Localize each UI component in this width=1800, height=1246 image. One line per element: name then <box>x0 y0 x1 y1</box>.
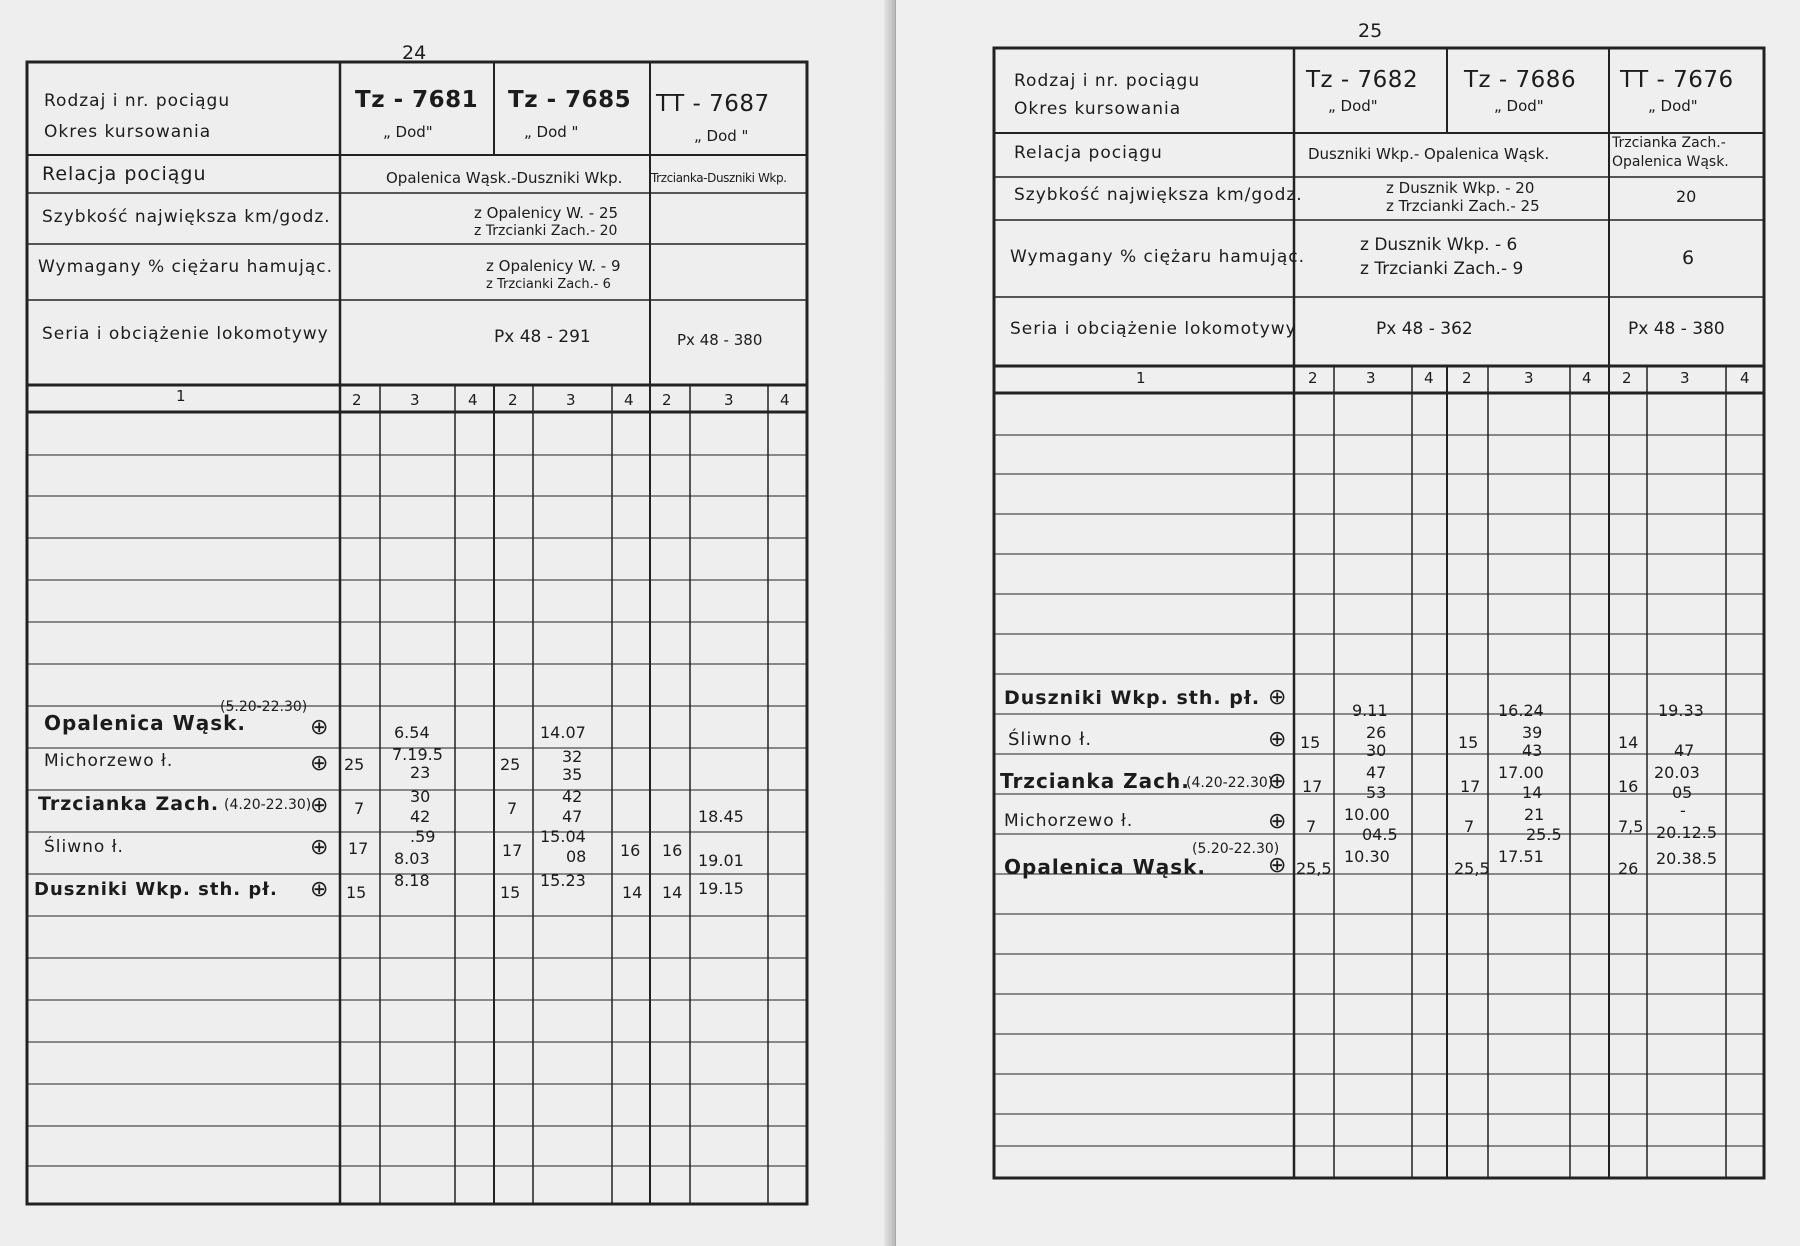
right-page <box>896 0 1800 1246</box>
label-relation: Relacja pociągu <box>42 163 207 185</box>
train-period: „ Dod " <box>694 127 749 145</box>
relation-value: Duszniki Wkp.- Opalenica Wąsk. <box>1308 145 1550 163</box>
station-name: Trzcianka Zach. <box>38 793 220 815</box>
time-cell: 32 <box>562 747 583 766</box>
km-cell: 15 <box>346 883 367 902</box>
station-symbol: ⊕ <box>310 715 329 740</box>
time-cell: 19.33 <box>1658 701 1704 720</box>
locomotive-value: Px 48 - 291 <box>494 327 591 347</box>
time-cell: 19.01 <box>698 851 744 870</box>
time-cell: 14.07 <box>540 723 586 742</box>
label-speed: Szybkość największa km/godz. <box>1014 185 1303 205</box>
time-cell: 26 <box>1366 723 1387 742</box>
time-cell: 53 <box>1366 783 1387 802</box>
station-note: (5.20-22.30) <box>220 699 308 715</box>
speed-value: z Trzcianki Zach.- 25 <box>1386 197 1540 215</box>
station-symbol: ⊕ <box>1268 727 1287 752</box>
column-number: 1 <box>176 387 186 405</box>
station-symbol: ⊕ <box>1268 769 1287 794</box>
time-cell: 47 <box>1366 763 1387 782</box>
column-number: 4 <box>624 391 634 409</box>
relation-value: Opalenica Wąsk.-Duszniki Wkp. <box>386 169 623 187</box>
station-symbol: ⊕ <box>310 835 329 860</box>
time-cell: 42 <box>410 807 431 826</box>
time-cell: 25.5 <box>1526 825 1562 844</box>
time-cell: 9.11 <box>1352 701 1388 720</box>
locomotive-value: Px 48 - 362 <box>1376 319 1473 339</box>
page-number: 24 <box>402 42 427 64</box>
time-cell: 7.19.5 <box>392 745 443 764</box>
train-number: TT - 7676 <box>1620 67 1734 93</box>
column-number: 3 <box>1680 369 1690 387</box>
km-cell: 25,5 <box>1296 859 1332 878</box>
station-note: (5.20-22.30) <box>1192 841 1280 857</box>
time-cell: 8.03 <box>394 849 430 868</box>
column-number: 4 <box>468 391 478 409</box>
time-cell: 42 <box>562 787 583 806</box>
locomotive-value: Px 48 - 380 <box>1628 319 1725 339</box>
time-cell: 43 <box>1522 741 1543 760</box>
column-number: 2 <box>508 391 518 409</box>
time-cell: 30 <box>1366 741 1387 760</box>
station-name: Michorzewo ł. <box>44 751 174 771</box>
station-symbol: ⊕ <box>310 793 329 818</box>
column-number: 3 <box>410 391 420 409</box>
label-period: Okres kursowania <box>1014 99 1182 119</box>
km-cell: 17 <box>502 841 523 860</box>
station-symbol: ⊕ <box>310 751 329 776</box>
braking-value: z Opalenicy W. - 9 <box>486 257 621 275</box>
braking-value: z Trzcianki Zach.- 6 <box>486 277 611 292</box>
train-number: Tz - 7682 <box>1306 67 1419 93</box>
km-cell: 7 <box>507 799 518 818</box>
column-number: 3 <box>1366 369 1376 387</box>
station-name: Śliwno ł. <box>44 837 124 857</box>
km-cell: 14 <box>662 883 683 902</box>
km-cell: 7 <box>1306 817 1317 836</box>
time-cell: 21 <box>1524 805 1545 824</box>
label-speed: Szybkość największa km/godz. <box>42 207 331 227</box>
column-number: 2 <box>1462 369 1472 387</box>
time-cell: 16 <box>620 841 641 860</box>
km-cell: 14 <box>1618 733 1639 752</box>
station-name: Michorzewo ł. <box>1004 811 1134 831</box>
time-cell: 17.51 <box>1498 847 1544 866</box>
km-cell: 15 <box>1300 733 1321 752</box>
train-period: „ Dod" <box>1494 97 1544 115</box>
train-number: Tz - 7686 <box>1464 67 1577 93</box>
time-cell: 10.30 <box>1344 847 1390 866</box>
km-cell: 17 <box>1460 777 1481 796</box>
label-train-type: Rodzaj i nr. pociągu <box>1014 71 1201 91</box>
station-name: Śliwno ł. <box>1008 729 1093 750</box>
label-relation: Relacja pociągu <box>1014 143 1163 163</box>
time-cell: 47 <box>1674 741 1695 760</box>
km-cell: 26 <box>1618 859 1639 878</box>
column-number: 4 <box>1740 369 1750 387</box>
column-number: 4 <box>1582 369 1592 387</box>
train-number: Tz - 7685 <box>508 87 632 113</box>
station-name: Opalenica Wąsk. <box>44 711 247 735</box>
km-cell: 17 <box>1302 777 1323 796</box>
braking-value: 6 <box>1682 247 1695 269</box>
label-train-type: Rodzaj i nr. pociągu <box>44 91 231 111</box>
train-number: Tz - 7681 <box>355 87 479 113</box>
column-number: 3 <box>724 391 734 409</box>
time-cell: 16.24 <box>1498 701 1544 720</box>
km-cell: 25 <box>500 755 521 774</box>
time-cell: 8.18 <box>394 871 430 890</box>
braking-value: z Trzcianki Zach.- 9 <box>1360 259 1524 279</box>
km-cell: 25,5 <box>1454 859 1490 878</box>
station-name: Trzcianka Zach. <box>1000 769 1190 793</box>
relation-value: Trzcianka Zach.- <box>1612 135 1726 151</box>
time-cell: .59 <box>410 827 436 846</box>
column-number: 4 <box>780 391 790 409</box>
train-period: „ Dod" <box>1648 97 1698 115</box>
km-cell: 16 <box>1618 777 1639 796</box>
column-number: 2 <box>352 391 362 409</box>
time-cell: 04.5 <box>1362 825 1398 844</box>
label-locomotive: Seria i obciążenie lokomotywy <box>42 324 329 344</box>
speed-value: z Opalenicy W. - 25 <box>474 204 619 222</box>
time-cell: 35 <box>562 765 583 784</box>
time-cell: 23 <box>410 763 431 782</box>
time-cell: 30 <box>410 787 431 806</box>
km-cell: 16 <box>662 841 683 860</box>
column-number: 3 <box>1524 369 1534 387</box>
label-braking: Wymagany % ciężaru hamując. <box>38 257 334 277</box>
speed-value: z Trzcianki Zach.- 20 <box>474 223 618 239</box>
time-cell: 14 <box>622 883 643 902</box>
km-cell: 15 <box>1458 733 1479 752</box>
station-symbol: ⊕ <box>310 877 329 902</box>
time-cell: 20.38.5 <box>1656 849 1718 868</box>
time-cell: 05 <box>1672 783 1693 802</box>
km-cell: 17 <box>348 839 369 858</box>
station-symbol: ⊕ <box>1268 853 1287 878</box>
km-cell: 15 <box>500 883 521 902</box>
time-cell: 47 <box>562 807 583 826</box>
time-cell: 20.12.5 <box>1656 823 1718 842</box>
column-number: 1 <box>1136 369 1146 387</box>
braking-value: z Dusznik Wkp. - 6 <box>1360 235 1518 255</box>
column-number: 2 <box>1308 369 1318 387</box>
station-name: Opalenica Wąsk. <box>1004 855 1207 879</box>
km-cell: 7 <box>1464 817 1475 836</box>
time-cell: 20.03 <box>1654 763 1700 782</box>
column-number: 2 <box>662 391 672 409</box>
km-cell: 7 <box>354 799 365 818</box>
time-cell: 18.45 <box>698 807 744 826</box>
station-name: Duszniki Wkp. sth. pł. <box>34 879 278 900</box>
speed-value: 20 <box>1676 187 1697 206</box>
train-number: TT - 7687 <box>656 91 770 117</box>
column-number: 2 <box>1622 369 1632 387</box>
column-number: 4 <box>1424 369 1434 387</box>
time-cell: 17.00 <box>1498 763 1544 782</box>
relation-value: Trzcianka-Duszniki Wkp. <box>651 171 787 185</box>
time-cell: 15.23 <box>540 871 586 890</box>
column-number: 3 <box>566 391 576 409</box>
left-page <box>0 0 896 1246</box>
time-cell: - <box>1680 801 1686 820</box>
train-period: „ Dod" <box>383 123 433 141</box>
time-cell: 14 <box>1522 783 1543 802</box>
station-name: Duszniki Wkp. sth. pł. <box>1004 687 1261 709</box>
station-note: (4.20-22.30) <box>1186 775 1274 791</box>
locomotive-value: Px 48 - 380 <box>677 331 763 349</box>
station-note: (4.20-22.30) <box>224 797 312 813</box>
label-period: Okres kursowania <box>44 122 212 142</box>
label-locomotive: Seria i obciążenie lokomotywy <box>1010 319 1297 339</box>
time-cell: 19.15 <box>698 879 744 898</box>
time-cell: 08 <box>566 847 587 866</box>
page-number: 25 <box>1358 20 1383 42</box>
train-period: „ Dod " <box>524 123 579 141</box>
km-cell: 25 <box>344 755 365 774</box>
km-cell: 7,5 <box>1618 817 1644 836</box>
time-cell: 39 <box>1522 723 1543 742</box>
label-braking: Wymagany % ciężaru hamując. <box>1010 247 1306 267</box>
station-symbol: ⊕ <box>1268 809 1287 834</box>
speed-value: z Dusznik Wkp. - 20 <box>1386 179 1535 197</box>
train-period: „ Dod" <box>1328 97 1378 115</box>
time-cell: 6.54 <box>394 723 430 742</box>
time-cell: 10.00 <box>1344 805 1390 824</box>
relation-value: Opalenica Wąsk. <box>1612 154 1729 170</box>
station-symbol: ⊕ <box>1268 685 1287 710</box>
time-cell: 15.04 <box>540 827 586 846</box>
